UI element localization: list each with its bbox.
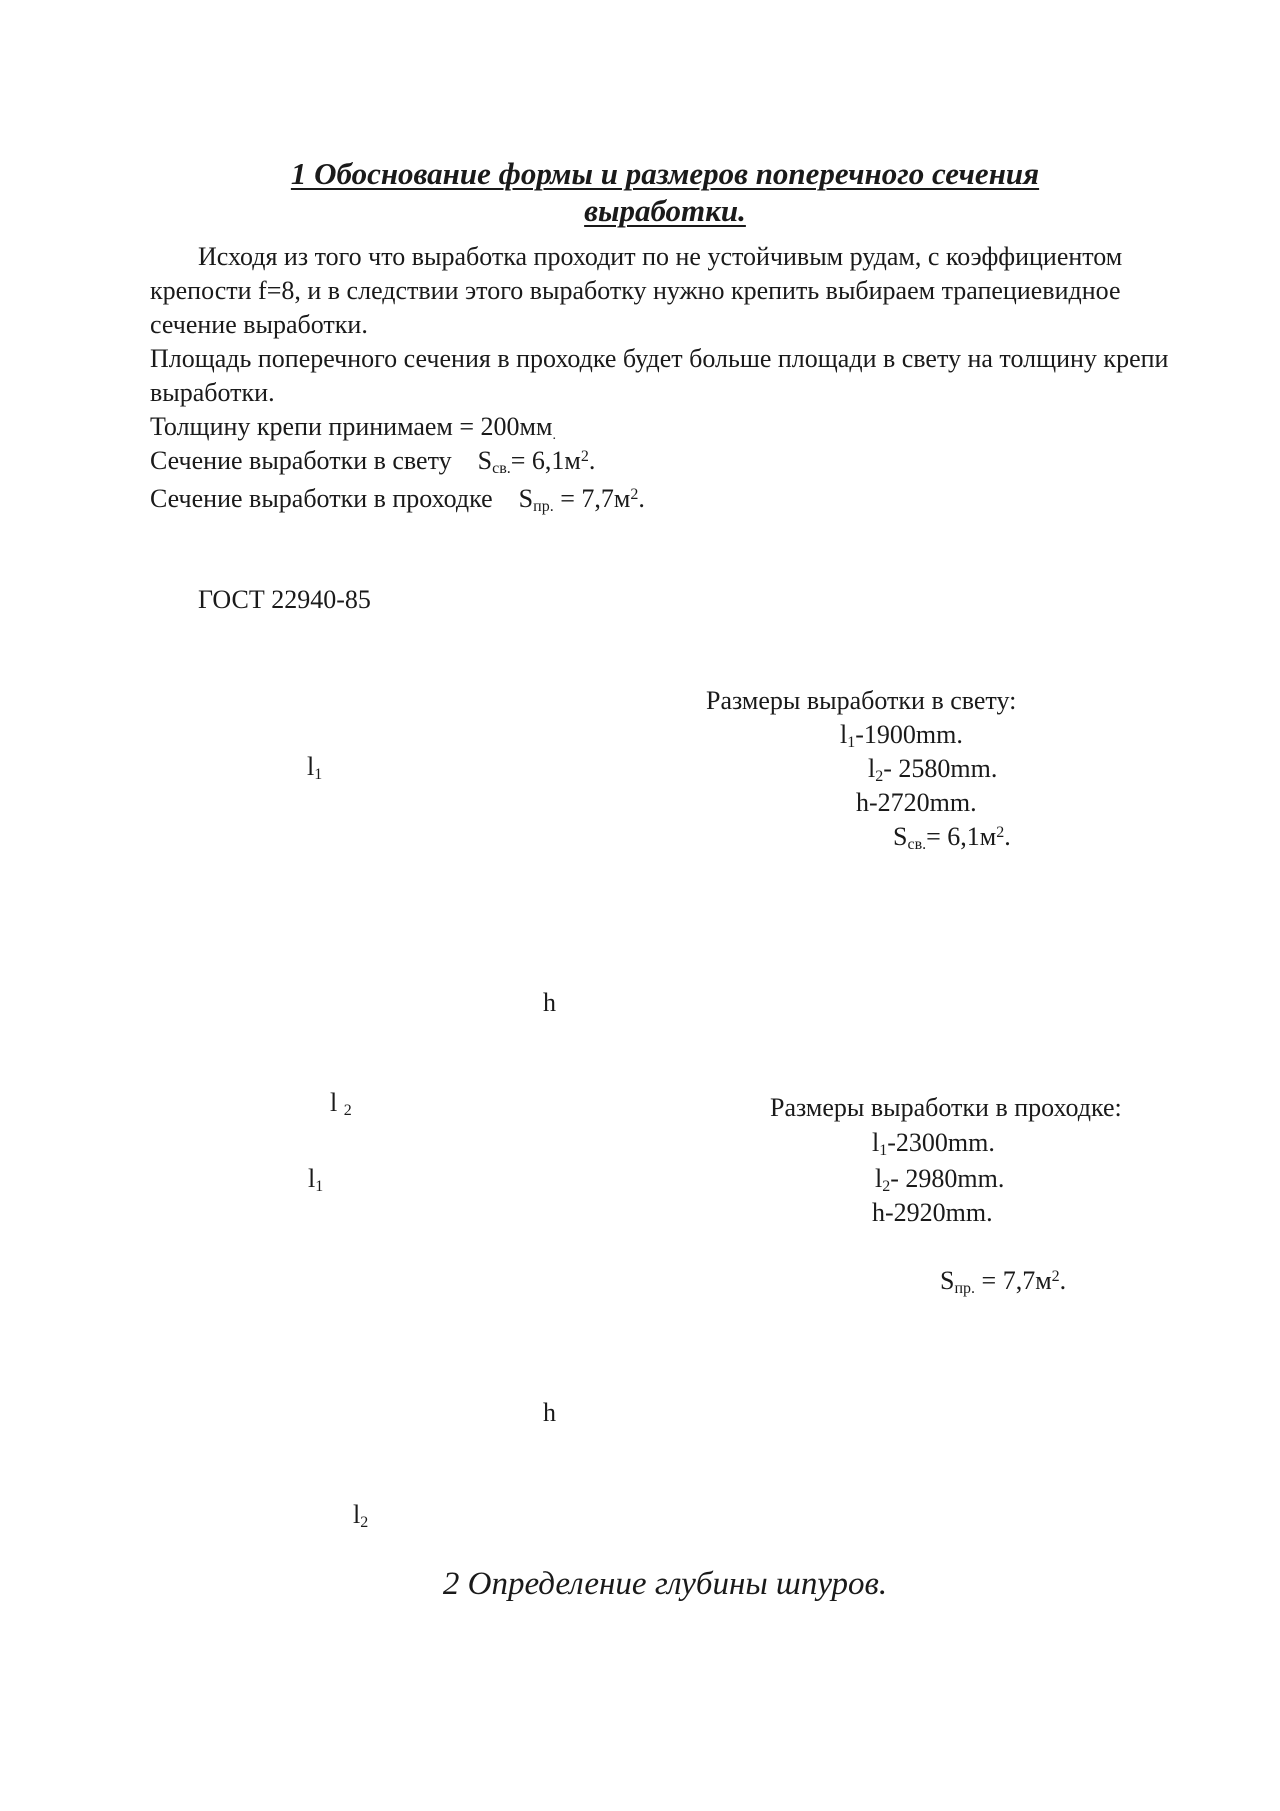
section-in-light-label: Сечение выработки в свету — [150, 446, 452, 475]
diagram-light-l1-label — [307, 752, 322, 782]
diagram-drive-l1-label — [308, 1164, 323, 1194]
l-letter: l — [872, 1128, 880, 1157]
l2-value: - 2980mm. — [890, 1164, 1005, 1193]
diagram-light-l2-label — [330, 1088, 352, 1118]
sup-2: 2 — [580, 448, 589, 465]
s-letter: S — [518, 484, 534, 513]
section-in-drive-line — [150, 482, 1190, 516]
sup-2: 2 — [630, 486, 639, 503]
support-thickness-tail: . — [552, 428, 556, 443]
s-letter: S — [893, 822, 908, 851]
s-value: = 6,1м — [926, 822, 997, 851]
s-sup: 2 — [996, 824, 1005, 841]
s-sub: св. — [907, 836, 927, 853]
s-end: . — [1004, 822, 1011, 851]
paragraph-cross-section-area: Площадь поперечного сечения в проходке будет больше площади в свету на толщину крепи выработки. — [150, 344, 1169, 407]
s-sub: пр. — [954, 1280, 976, 1297]
dims-light-h: h-2720mm. — [856, 788, 977, 817]
l-letter: l — [840, 720, 848, 749]
s-end: . — [1059, 1266, 1067, 1295]
s-sup: 2 — [1051, 1268, 1060, 1285]
section-1-title-line2: выработки. — [584, 193, 746, 228]
l1-sub: 1 — [315, 1178, 324, 1195]
dims-light-title: Размеры выработки в свету: — [706, 686, 1017, 715]
dims-drive-h: h-2920mm. — [872, 1198, 993, 1227]
section-in-drive-value: = 7,7м — [553, 484, 631, 513]
dims-light-l2 — [868, 752, 997, 786]
section-in-drive-label: Сечение выработки в проходке — [150, 484, 493, 513]
l2-sub: 2 — [875, 768, 884, 785]
section-in-light-value: = 6,1м — [510, 446, 581, 475]
support-thickness-text: Толщину крепи принимаем = 200мм — [150, 412, 553, 441]
dims-drive-title: Размеры выработки в проходке: — [770, 1093, 1122, 1122]
end-dot: . — [588, 446, 596, 475]
l2-value: - 2580mm. — [883, 754, 998, 783]
l-letter: l — [330, 1088, 344, 1117]
s-sub-sv: св. — [492, 460, 511, 477]
l-letter: l — [875, 1164, 883, 1193]
section-1-title — [150, 155, 1180, 229]
s-letter: S — [940, 1266, 955, 1295]
l2-sub: 2 — [882, 1178, 891, 1195]
dims-drive-l2 — [875, 1162, 1004, 1196]
section-in-light-line — [150, 444, 1190, 478]
l-letter: l — [308, 1164, 316, 1193]
l-letter: l — [307, 752, 315, 781]
end-dot: . — [638, 484, 645, 513]
diagram-drive-h-label: h — [543, 1398, 556, 1427]
l1-sub: 1 — [879, 1142, 888, 1159]
dims-drive-l1 — [872, 1126, 995, 1160]
l-letter: l — [353, 1500, 361, 1529]
section-1-title-line1: 1 Обоснование формы и размеров поперечного сечения — [290, 156, 1040, 191]
gost-reference: ГОСТ 22940-85 — [198, 585, 371, 614]
dims-light-s — [893, 820, 1011, 854]
diagram-drive-l2-label — [353, 1500, 368, 1530]
section-2-title: 2 Определение глубины шпуров. — [442, 1566, 888, 1602]
l1-value: -1900mm. — [855, 720, 963, 749]
s-letter: S — [477, 446, 493, 475]
l1-sub: 1 — [314, 766, 323, 783]
dims-drive-s — [940, 1264, 1066, 1298]
s-value: = 7,7м — [975, 1266, 1052, 1295]
l1-value: -2300mm. — [887, 1128, 995, 1157]
l-letter: l — [868, 754, 876, 783]
l2-sub: 2 — [360, 1514, 369, 1531]
dims-light-l1 — [840, 718, 963, 752]
paragraph-ore-conditions: Исходя из того что выработка проходит по не устойчивым рудам, с коэффициентом крепости f=8, и в следствии этого выработку нужно крепить выбираем трапециевидное сечение выработки. — [150, 242, 1123, 339]
l1-sub: 1 — [847, 734, 856, 751]
s-sub-pr: пр. — [533, 498, 554, 515]
diagram-light-h-label: h — [543, 988, 556, 1017]
l2-sub: 2 — [343, 1102, 352, 1119]
